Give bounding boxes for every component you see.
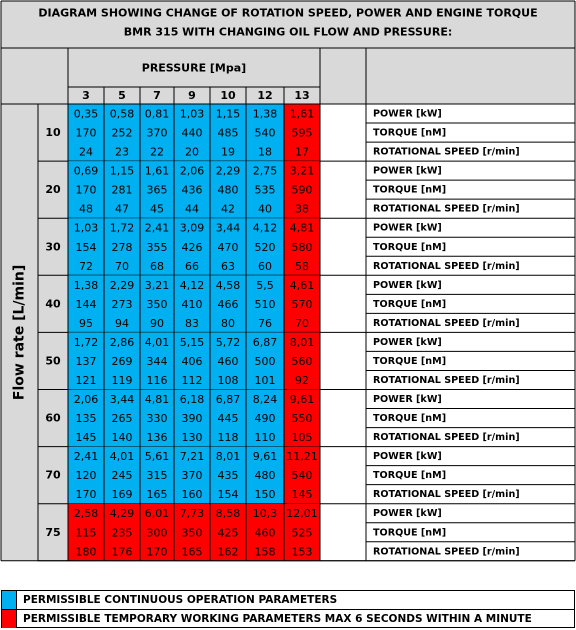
value-power-flow-40-p7: 3,21	[144, 278, 170, 292]
metric-label-power-flow-40: POWER [kW]	[373, 279, 442, 291]
value-power-flow-10-p10: 1,15	[215, 107, 241, 121]
value-power-flow-75-p12: 10,3	[252, 507, 278, 521]
value-speed-flow-50-p7: 116	[146, 373, 168, 387]
value-torque-flow-60-p7: 330	[146, 412, 168, 426]
value-torque-flow-20-p12: 535	[254, 183, 276, 197]
value-torque-flow-10-p5: 252	[111, 126, 133, 140]
value-power-flow-20-p13: 3,21	[289, 164, 315, 178]
metric-label-torque-flow-75: TORQUE [nM]	[373, 527, 447, 539]
value-speed-flow-60-p10: 118	[217, 431, 239, 445]
metric-label-power-flow-10: POWER [kW]	[373, 108, 442, 120]
value-speed-flow-70-p5: 169	[111, 488, 133, 502]
value-speed-flow-60-p7: 136	[146, 431, 168, 445]
legend-label-continuous: PERMISSIBLE CONTINUOUS OPERATION PARAMETERS	[17, 591, 575, 609]
value-power-flow-30-p13: 4,81	[289, 221, 315, 235]
value-speed-flow-60-p9: 130	[181, 431, 203, 445]
value-torque-flow-60-p5: 265	[111, 412, 133, 426]
pressure-tick-3: 3	[82, 89, 90, 102]
value-power-flow-75-p13: 12,01	[286, 507, 318, 521]
legend-swatch-temporary	[1, 610, 17, 628]
legend	[1, 590, 575, 630]
value-power-flow-20-p10: 2,29	[215, 164, 241, 178]
value-torque-flow-75-p3: 115	[75, 526, 97, 540]
metric-label-power-flow-70: POWER [kW]	[373, 451, 442, 463]
value-torque-flow-50-p7: 344	[146, 354, 168, 368]
pressure-tick-12: 12	[257, 89, 273, 102]
value-speed-flow-10-p7: 22	[150, 145, 164, 159]
value-speed-flow-50-p9: 112	[181, 373, 203, 387]
value-torque-flow-40-p12: 510	[254, 297, 276, 311]
legend-item-continuous	[1, 590, 575, 609]
value-power-flow-60-p13: 9,61	[289, 393, 315, 407]
value-torque-flow-70-p13: 540	[291, 469, 313, 483]
flow-rate-60: 60	[45, 411, 61, 425]
metric-label-speed-flow-10: ROTATIONAL SPEED [r/min]	[373, 146, 520, 158]
metric-label-torque-flow-30: TORQUE [nM]	[373, 241, 447, 253]
flow-rate-10: 10	[45, 126, 61, 140]
metric-label-power-flow-60: POWER [kW]	[373, 394, 442, 406]
value-speed-flow-60-p12: 110	[254, 431, 276, 445]
metric-label-speed-flow-30: ROTATIONAL SPEED [r/min]	[373, 260, 520, 272]
legend-item-temporary	[1, 609, 575, 628]
value-power-flow-50-p9: 5,15	[179, 335, 205, 349]
value-speed-flow-20-p10: 42	[221, 202, 235, 216]
value-speed-flow-30-p7: 68	[150, 259, 164, 273]
value-torque-flow-20-p7: 365	[146, 183, 168, 197]
value-torque-flow-20-p10: 480	[217, 183, 239, 197]
value-speed-flow-60-p3: 145	[75, 431, 97, 445]
flow-rate-30: 30	[45, 240, 61, 254]
value-speed-flow-70-p9: 160	[181, 488, 203, 502]
chart-subtitle: BMR 315 WITH CHANGING OIL FLOW AND PRESSURE:	[123, 25, 453, 39]
metric-label-power-flow-20: POWER [kW]	[373, 165, 442, 177]
value-torque-flow-30-p12: 520	[254, 240, 276, 254]
value-torque-flow-60-p10: 445	[217, 412, 239, 426]
metric-label-speed-flow-20: ROTATIONAL SPEED [r/min]	[373, 203, 520, 215]
value-speed-flow-70-p7: 165	[146, 488, 168, 502]
value-torque-flow-40-p9: 410	[181, 297, 203, 311]
value-power-flow-10-p7: 0,81	[144, 107, 170, 121]
value-power-flow-60-p12: 8,24	[252, 393, 278, 407]
value-speed-flow-75-p12: 158	[254, 545, 276, 559]
value-speed-flow-10-p9: 20	[185, 145, 199, 159]
value-speed-flow-50-p5: 119	[111, 373, 133, 387]
value-power-flow-10-p13: 1,61	[289, 107, 315, 121]
value-power-flow-30-p5: 1,72	[109, 221, 135, 235]
value-speed-flow-40-p7: 90	[150, 316, 164, 330]
value-torque-flow-30-p3: 154	[75, 240, 97, 254]
value-torque-flow-40-p3: 144	[75, 297, 97, 311]
value-torque-flow-20-p5: 281	[111, 183, 133, 197]
value-torque-flow-40-p10: 466	[217, 297, 239, 311]
value-power-flow-70-p5: 4,01	[109, 450, 135, 464]
value-power-flow-40-p13: 4,61	[289, 278, 315, 292]
value-speed-flow-10-p3: 24	[79, 145, 93, 159]
value-speed-flow-30-p9: 66	[185, 259, 199, 273]
value-power-flow-20-p5: 1,15	[109, 164, 135, 178]
value-torque-flow-70-p3: 120	[75, 469, 97, 483]
value-speed-flow-20-p3: 48	[79, 202, 93, 216]
value-speed-flow-75-p5: 176	[111, 545, 133, 559]
value-power-flow-60-p5: 3,44	[109, 393, 135, 407]
flow-rate-axis-label: Flow rate [L/min]	[11, 264, 28, 401]
value-torque-flow-30-p10: 470	[217, 240, 239, 254]
pressure-tick-5: 5	[118, 89, 126, 102]
value-torque-flow-20-p13: 590	[291, 183, 313, 197]
value-power-flow-50-p3: 1,72	[73, 335, 99, 349]
value-speed-flow-40-p13: 70	[295, 316, 309, 330]
value-power-flow-10-p5: 0,58	[109, 107, 135, 121]
value-power-flow-30-p9: 3,09	[179, 221, 205, 235]
value-torque-flow-40-p7: 350	[146, 297, 168, 311]
value-torque-flow-30-p9: 426	[181, 240, 203, 254]
metric-label-speed-flow-40: ROTATIONAL SPEED [r/min]	[373, 317, 520, 329]
value-power-flow-70-p13: 11,21	[286, 450, 318, 464]
value-torque-flow-10-p12: 540	[254, 126, 276, 140]
value-speed-flow-20-p9: 44	[185, 202, 199, 216]
pressure-tick-10: 10	[220, 89, 236, 102]
legend-label-temporary: PERMISSIBLE TEMPORARY WORKING PARAMETERS MAX 6 SECONDS WITHIN A MINUTE	[17, 610, 575, 628]
value-torque-flow-40-p5: 273	[111, 297, 133, 311]
value-torque-flow-60-p9: 390	[181, 412, 203, 426]
value-power-flow-30-p7: 2,41	[144, 221, 170, 235]
metric-label-torque-flow-60: TORQUE [nM]	[373, 413, 447, 425]
value-power-flow-75-p3: 2,58	[73, 507, 99, 521]
value-torque-flow-50-p9: 406	[181, 354, 203, 368]
value-power-flow-40-p12: 5,5	[256, 278, 274, 292]
value-torque-flow-10-p7: 370	[146, 126, 168, 140]
value-power-flow-10-p9: 1,03	[179, 107, 205, 121]
value-power-flow-50-p10: 5,72	[215, 335, 241, 349]
value-torque-flow-50-p10: 460	[217, 354, 239, 368]
value-power-flow-70-p3: 2,41	[73, 450, 99, 464]
value-torque-flow-50-p3: 137	[75, 354, 97, 368]
value-torque-flow-70-p10: 435	[217, 469, 239, 483]
value-power-flow-20-p9: 2,06	[179, 164, 205, 178]
value-speed-flow-50-p12: 101	[254, 373, 276, 387]
value-power-flow-60-p7: 4,81	[144, 393, 170, 407]
value-torque-flow-75-p9: 350	[181, 526, 203, 540]
value-speed-flow-75-p7: 170	[146, 545, 168, 559]
value-speed-flow-75-p10: 162	[217, 545, 239, 559]
value-torque-flow-75-p13: 525	[291, 526, 313, 540]
value-power-flow-20-p7: 1,61	[144, 164, 170, 178]
value-torque-flow-60-p12: 490	[254, 412, 276, 426]
value-power-flow-40-p9: 4,12	[179, 278, 205, 292]
value-speed-flow-40-p5: 94	[115, 316, 129, 330]
value-speed-flow-70-p3: 170	[75, 488, 97, 502]
value-torque-flow-50-p13: 560	[291, 354, 313, 368]
value-speed-flow-40-p3: 95	[79, 316, 93, 330]
value-power-flow-70-p9: 7,21	[179, 450, 205, 464]
value-torque-flow-60-p13: 550	[291, 412, 313, 426]
value-speed-flow-10-p12: 18	[258, 145, 272, 159]
value-torque-flow-30-p5: 278	[111, 240, 133, 254]
value-speed-flow-60-p5: 140	[111, 431, 133, 445]
value-speed-flow-10-p13: 17	[295, 145, 309, 159]
value-power-flow-70-p12: 9,61	[252, 450, 278, 464]
value-power-flow-30-p12: 4,12	[252, 221, 278, 235]
value-power-flow-75-p5: 4,29	[109, 507, 135, 521]
value-speed-flow-30-p13: 58	[295, 259, 309, 273]
value-speed-flow-10-p5: 23	[115, 145, 129, 159]
value-power-flow-50-p13: 8,01	[289, 335, 315, 349]
value-torque-flow-75-p10: 425	[217, 526, 239, 540]
metric-label-power-flow-75: POWER [kW]	[373, 508, 442, 520]
value-power-flow-70-p10: 8,01	[215, 450, 241, 464]
value-speed-flow-30-p10: 63	[221, 259, 235, 273]
value-torque-flow-70-p9: 370	[181, 469, 203, 483]
flow-rate-40: 40	[45, 297, 61, 311]
flow-rate-70: 70	[45, 468, 61, 482]
metric-label-speed-flow-60: ROTATIONAL SPEED [r/min]	[373, 432, 520, 444]
value-power-flow-10-p12: 1,38	[252, 107, 278, 121]
value-torque-flow-20-p3: 170	[75, 183, 97, 197]
value-torque-flow-75-p7: 300	[146, 526, 168, 540]
value-torque-flow-50-p12: 500	[254, 354, 276, 368]
value-speed-flow-20-p12: 40	[258, 202, 272, 216]
metric-label-power-flow-50: POWER [kW]	[373, 336, 442, 348]
value-speed-flow-75-p9: 165	[181, 545, 203, 559]
value-torque-flow-20-p9: 436	[181, 183, 203, 197]
value-power-flow-30-p10: 3,44	[215, 221, 241, 235]
value-speed-flow-30-p12: 60	[258, 259, 272, 273]
value-power-flow-30-p3: 1,03	[73, 221, 99, 235]
value-torque-flow-10-p13: 595	[291, 126, 313, 140]
value-speed-flow-70-p10: 154	[217, 488, 239, 502]
value-speed-flow-40-p10: 80	[221, 316, 235, 330]
value-torque-flow-70-p12: 480	[254, 469, 276, 483]
value-power-flow-20-p12: 2,75	[252, 164, 278, 178]
value-speed-flow-20-p5: 47	[115, 202, 129, 216]
legend-swatch-continuous	[1, 591, 17, 609]
metric-label-power-flow-30: POWER [kW]	[373, 222, 442, 234]
value-power-flow-50-p5: 2,86	[109, 335, 135, 349]
value-speed-flow-50-p13: 92	[295, 373, 309, 387]
value-power-flow-75-p10: 8,58	[215, 507, 241, 521]
metric-label-speed-flow-75: ROTATIONAL SPEED [r/min]	[373, 546, 520, 558]
value-power-flow-50-p12: 6,87	[252, 335, 278, 349]
value-speed-flow-30-p5: 70	[115, 259, 129, 273]
value-power-flow-60-p10: 6,87	[215, 393, 241, 407]
value-speed-flow-20-p13: 38	[295, 202, 309, 216]
value-speed-flow-60-p13: 105	[291, 431, 313, 445]
value-speed-flow-70-p13: 145	[291, 488, 313, 502]
value-power-flow-50-p7: 4,01	[144, 335, 170, 349]
value-power-flow-60-p9: 6,18	[179, 393, 205, 407]
value-speed-flow-50-p3: 121	[75, 373, 97, 387]
pressure-tick-9: 9	[188, 89, 196, 102]
value-speed-flow-70-p12: 150	[254, 488, 276, 502]
metric-label-torque-flow-40: TORQUE [nM]	[373, 298, 447, 310]
flow-rate-20: 20	[45, 183, 61, 197]
value-power-flow-75-p9: 7,73	[179, 507, 205, 521]
value-torque-flow-10-p3: 170	[75, 126, 97, 140]
value-speed-flow-20-p7: 45	[150, 202, 164, 216]
value-power-flow-60-p3: 2,06	[73, 393, 99, 407]
value-torque-flow-60-p3: 135	[75, 412, 97, 426]
value-torque-flow-50-p5: 269	[111, 354, 133, 368]
chart-title: DIAGRAM SHOWING CHANGE OF ROTATION SPEED, POWER AND ENGINE TORQUE	[38, 6, 538, 20]
value-power-flow-70-p7: 5,61	[144, 450, 170, 464]
value-torque-flow-40-p13: 570	[291, 297, 313, 311]
value-torque-flow-70-p7: 315	[146, 469, 168, 483]
value-torque-flow-30-p13: 580	[291, 240, 313, 254]
value-torque-flow-10-p9: 440	[181, 126, 203, 140]
pressure-header: PRESSURE [Mpa]	[141, 61, 247, 75]
value-speed-flow-30-p3: 72	[79, 259, 93, 273]
metric-label-torque-flow-50: TORQUE [nM]	[373, 355, 447, 367]
metric-label-torque-flow-10: TORQUE [nM]	[373, 127, 447, 139]
metric-label-speed-flow-50: ROTATIONAL SPEED [r/min]	[373, 374, 520, 386]
value-torque-flow-75-p5: 235	[111, 526, 133, 540]
value-speed-flow-40-p12: 76	[258, 316, 272, 330]
value-speed-flow-40-p9: 83	[185, 316, 199, 330]
flow-rate-50: 50	[45, 354, 61, 368]
value-power-flow-20-p3: 0,69	[73, 164, 99, 178]
value-power-flow-40-p5: 2,29	[109, 278, 135, 292]
value-speed-flow-75-p13: 153	[291, 545, 313, 559]
metric-label-torque-flow-20: TORQUE [nM]	[373, 184, 447, 196]
metric-label-torque-flow-70: TORQUE [nM]	[373, 470, 447, 482]
value-speed-flow-75-p3: 180	[75, 545, 97, 559]
pressure-tick-7: 7	[153, 89, 161, 102]
pressure-tick-13: 13	[294, 89, 310, 102]
value-speed-flow-10-p10: 19	[221, 145, 235, 159]
value-torque-flow-75-p12: 460	[254, 526, 276, 540]
flow-rate-75: 75	[45, 525, 61, 539]
value-torque-flow-70-p5: 245	[111, 469, 133, 483]
value-torque-flow-10-p10: 485	[217, 126, 239, 140]
value-power-flow-40-p10: 4,58	[215, 278, 241, 292]
value-power-flow-40-p3: 1,38	[73, 278, 99, 292]
value-torque-flow-30-p7: 355	[146, 240, 168, 254]
value-power-flow-10-p3: 0,35	[73, 107, 99, 121]
value-speed-flow-50-p10: 108	[217, 373, 239, 387]
value-power-flow-75-p7: 6,01	[144, 507, 170, 521]
metric-label-speed-flow-70: ROTATIONAL SPEED [r/min]	[373, 489, 520, 501]
